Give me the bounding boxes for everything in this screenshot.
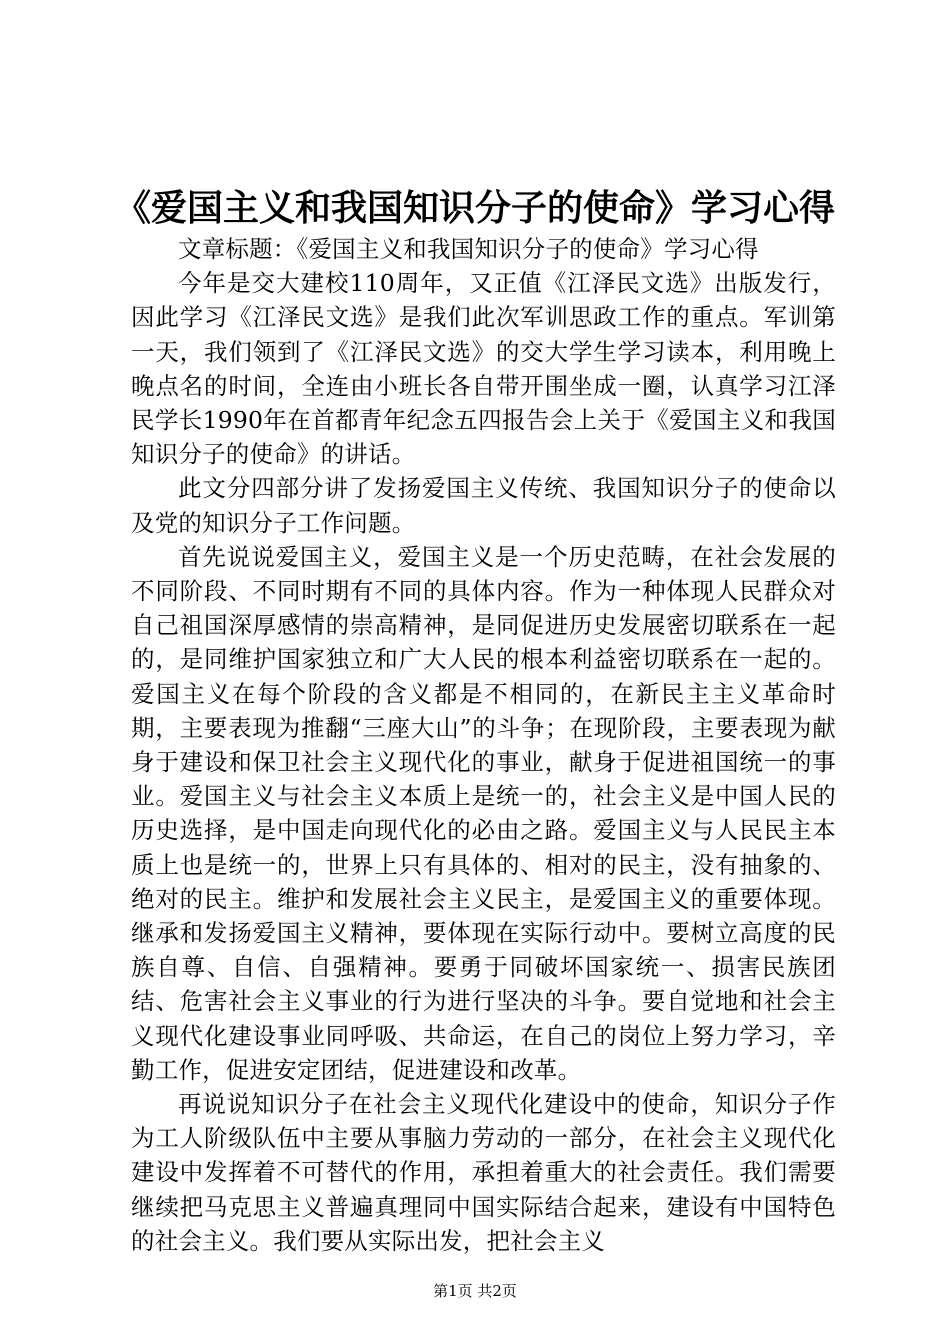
document-body: [131, 232, 836, 1258]
page-number-footer: 第1页 共2页: [433, 1282, 517, 1300]
paragraph-article-title: 文章标题：《爱国主义和我国知识分子的使命》学习心得: [178, 235, 759, 263]
paragraph-intellectuals-mission: 再说说知识分子在社会主义现代化建设中的使命，知识分子作为工人阶级队伍中主要从事脑力劳动的一部分，在社会主义现代化建设中发挥着不可替代的作用，承担着重大的社会责任。我们需要继续把马克思主义普遍真理同中国实际结合起来，建设有中国特色的社会主义。我们要从实际出发，把社会主义: [131, 1090, 836, 1255]
paragraph-patriotism: 首先说说爱国主义，爱国主义是一个历史范畴，在社会发展的不同阶段、不同时期有不同的具体内容。作为一种体现人民群众对自己祖国深厚感情的崇高精神，是同促进历史发展密切联系在一起的，是同维护国家独立和广大人民的根本利益密切联系在一起的。爱国主义在每个阶段的含义都是不相同的，在新民主主义革命时期，主要表现为推翻“三座大山”的斗争；在现阶段，主要表现为献身于建设和保卫社会主义现代化的事业，献身于促进祖国统一的事业。爱国主义与社会主义本质上是统一的，社会主义是中国人民的历史选择，是中国走向现代化的必由之路。爱国主义与人民民主本质上也是统一的，世界上只有具体的、相对的民主，没有抽象的、绝对的民主。维护和发展社会主义民主，是爱国主义的重要体现。继承和发扬爱国主义精神，要体现在实际行动中。要树立高度的民族自尊、自信、自强精神。要勇于同破坏国家统一、损害民族团结、危害社会主义事业的行为进行坚决的斗争。要自觉地和社会主义现代化建设事业同呼吸、共命运，在自己的岗位上努力学习，辛勤工作，促进安定团结，促进建设和改革。: [131, 542, 836, 1084]
document-title: 《爱国主义和我国知识分子的使命》学习心得: [114, 187, 835, 229]
paragraph-intro: 今年是交大建校110周年，又正值《江泽民文选》出版发行，因此学习《江泽民文选》是我们此次军训思政工作的重点。军训第一天，我们领到了《江泽民文选》的交大学生学习读本，利用晚上晚点名的时间，全连由小班长各自带开围坐成一圈，认真学习江泽民学长1990年在首都青年纪念五四报告会上关于《爱国主义和我国知识分子的使命》的讲话。: [131, 269, 836, 469]
paragraph-summary: 此文分四部分讲了发扬爱国主义传统、我国知识分子的使命以及党的知识分子工作问题。: [131, 474, 836, 537]
